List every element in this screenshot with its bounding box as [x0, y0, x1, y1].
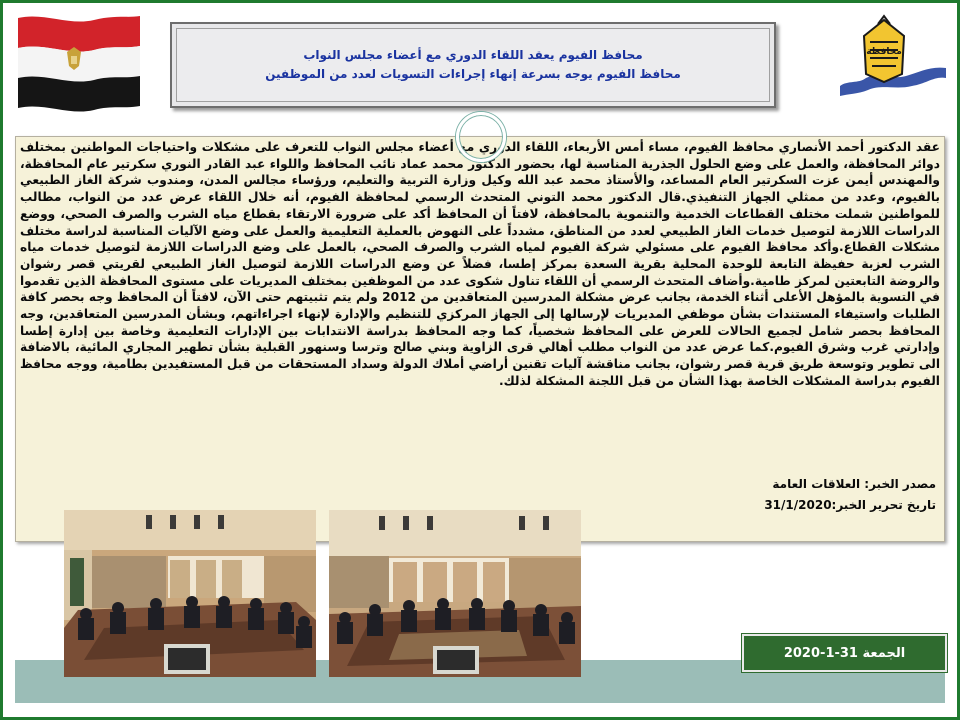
date-badge-text: الجمعة 31-1-2020: [783, 645, 906, 661]
news-date: [764, 498, 936, 512]
headline-primary: محافظ الفيوم يعقد اللقاء الدوري مع أعضاء مجلس النواب: [303, 48, 643, 62]
meeting-photo-1: [64, 510, 316, 677]
article-box: [15, 136, 945, 542]
ring-ornament: [456, 112, 506, 162]
date-badge: [742, 634, 947, 672]
meeting-photo-2: [329, 510, 581, 677]
svg-text:محافظة: محافظة: [866, 47, 902, 57]
headline-box: [170, 22, 776, 108]
fayoum-governorate-logo: [838, 14, 948, 104]
article-body: عقد الدكتور أحمد الأنصاري محافظ الفيوم، مساء أمس الأربعاء، اللقاء الدوري مع أعضاء مجلس النواب للتعرف على مشكلات واحتياجات المواطنين بمختلف دوائر المحافظة، والعمل على وضع الحلول الجذرية المناسبة لها، بحضور الدكتور محمد عماد نائب المحافظ واللواء عبد القادر النوري سكرتير عام المحافظة، والمهندس أيمن عزت السكرتير العام المساعد، والأستاذ محمد عبد الله وكيل وزارة التربية والتعليم، ورؤساء مجالس المدن، ومندوب شركة الغاز الطبيعي بالفيوم، وعدد من ممثلي الجهاز التنفيذي.قال الدكتور محمد التوني المتحدث الرسمي لمحافظة الفيوم، أنه خلال اللقاء عرض عدد من النواب، مطالب للمواطنين شملت مختلف القطاعات الخدمية والتنموية بالمحافظة، لافتاً أن المحافظ أكد على ضرورة الارتقاء بقطاع مياه الشرب والصرف الصحي، ووضع الدراسات اللازمة لتوصيل خدمات الغاز الطبيعي لعدد من المناطق، مشدداً على النهوض بالعملية التعليمية والعمل على وضع الآليات المناسبة لدراسة مختلف مشكلات القطاع.وأكد محافظ الفيوم على مسئولي شركة الفيوم لمياه الشرب والصرف الصحي، بالعمل على وضع الدراسات اللازمة لتوصيل خدمات مياه الشرب لعزبة حفيظة التابعة للوحدة المحلية بقرية السعدة بمركز إطسا، فضلاً عن وضع الدراسات اللازمة لتوصيل الغاز الطبيعي لقريتي قصر رشوان والروضة التابعتين لمركز طامية.وأضاف المتحدث الرسمي أن اللقاء تناول شكوى عدد من الموظفين بمختلف المديريات على مستوى المحافظة الذين تقدموا في التسوية بالمؤهل الأعلى أثناء الخدمة، بجانب عرض مشكلة المدرسين المتعاقدين من 2012 ولم يتم تثبيتهم حتى الآن، لافتاً أن المحافظ وجه بحصر كافة الطلبات واستيفاء المستندات بشأن موظفي المديريات لإرسالها إلى الجهاز المركزي للتنظيم والإدارة لإنهاء اجراءاتهم، وبشأن المدرسين المتعاقدين، وجه المحافظ بحصر شامل لجميع الحالات للعرض على المحافظ شخصياً، كما وجه المحافظ بدراسة الانتدابات بين الإدارات التعليمية وخاصة بين إدارة إطسا وإدارتي غرب وشرق الفيوم.كما عرض عدد من النواب مطلب أهالي قرى الزاوية وبني صالح وترسا وسنهور القبلية بشأن تطهير المجاري المائية، بالاضافة الى تطوير وتوسعة طريق قرية قصر رشوان، بجانب مناقشة آليات تقنين أراضي أملاك الدولة وسداد المستحقات من قبل المستفيدين بطامية، ووجه محافظ الفيوم بدراسة المشكلات الخاصة بهذا الشأن من قبل اللجنة المشكلة لذلك.: [20, 140, 940, 388]
news-date-label: تاريخ تحرير الخبر:: [831, 498, 936, 512]
egypt-flag-icon: [14, 12, 144, 114]
headline-secondary: محافظ الفيوم يوجه بسرعة إنهاء إجراءات التسويات لعدد من الموظفين: [265, 67, 681, 81]
article-text: [20, 139, 940, 390]
news-source: مصدر الخبر: العلاقات العامة: [772, 477, 936, 491]
news-date-value: 31/1/2020: [764, 498, 832, 512]
headline-inner: [176, 28, 770, 102]
